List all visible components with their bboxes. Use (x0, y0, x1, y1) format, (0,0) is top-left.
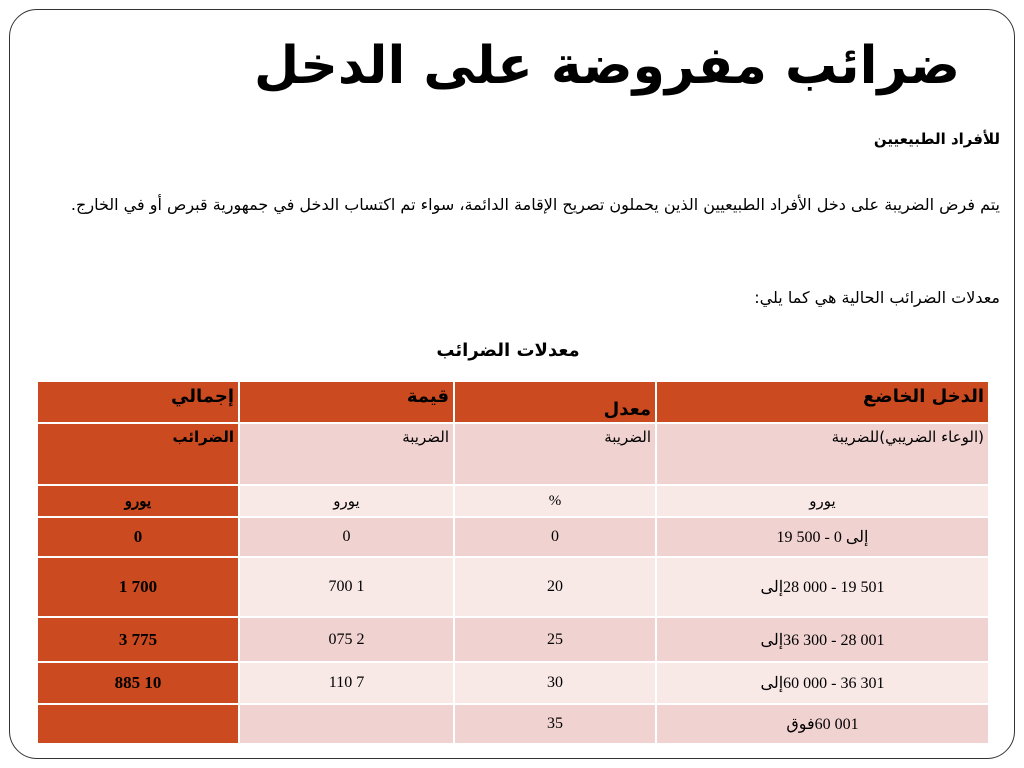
cell-rate: 20 (454, 557, 656, 617)
header-total: إجمالي (37, 381, 239, 423)
cell-total-tax: 775 3 (37, 617, 239, 662)
cell-tax-value: 2 075 (239, 617, 454, 662)
cell-total-tax: 10 885 (37, 662, 239, 704)
table-row (37, 704, 989, 744)
table-units-row (37, 485, 989, 517)
table-row (37, 662, 989, 704)
cell-income-bracket: 001 28 - 300 36إلى (656, 617, 989, 662)
cell-income-bracket: 301 36 - 000 60إلى (656, 662, 989, 704)
header-tax-value: قيمة (239, 381, 454, 423)
cell-tax-value: 1 700 (239, 557, 454, 617)
table-row (37, 617, 989, 662)
cell-total-tax (37, 704, 239, 744)
subheader-tax-base: (الوعاء الضريبي)للضريبة (656, 423, 989, 485)
unit-rate: % (454, 485, 656, 517)
subheader-total: الضرائب (37, 423, 239, 485)
header-rate: معدل (454, 381, 656, 423)
intro-paragraph: يتم فرض الضريبة على دخل الأفراد الطبيعيين الذين يحملون تصريح الإقامة الدائمة، سواء تم اكتساب الدخل في جمهورية قبرص أو في الخارج. (70, 195, 1000, 214)
unit-value: يورو (239, 485, 454, 517)
cell-rate: 35 (454, 704, 656, 744)
subheader-value: الضريبة (239, 423, 454, 485)
cell-rate: 0 (454, 517, 656, 557)
cell-rate: 25 (454, 617, 656, 662)
cell-income-bracket: 501 19 - 000 28إلى (656, 557, 989, 617)
cell-income-bracket: إلى 0 - 500 19 (656, 517, 989, 557)
cell-total-tax: 700 1 (37, 557, 239, 617)
table-subheader-row (37, 423, 989, 485)
cell-income-bracket: 001 60فوق (656, 704, 989, 744)
unit-income: يورو (656, 485, 989, 517)
cell-tax-value: 0 (239, 517, 454, 557)
unit-total: يورو (37, 485, 239, 517)
table-header-row (37, 381, 989, 423)
section-subheading: للأفراد الطبيعيين (873, 130, 1000, 148)
rates-intro-text: معدلات الضرائب الحالية هي كما يلي: (754, 288, 1000, 307)
cell-tax-value: 7 110 (239, 662, 454, 704)
subheader-rate: الضريبة (454, 423, 656, 485)
table-title: معدلات الضرائب (436, 340, 580, 361)
header-taxable-income: الدخل الخاضع (656, 381, 989, 423)
cell-rate: 30 (454, 662, 656, 704)
tax-rates-table (36, 380, 990, 745)
table-row (37, 557, 989, 617)
slide-title: ضرائب مفروضة على الدخل (253, 36, 960, 96)
cell-total-tax: 0 (37, 517, 239, 557)
table-row (37, 517, 989, 557)
cell-tax-value (239, 704, 454, 744)
